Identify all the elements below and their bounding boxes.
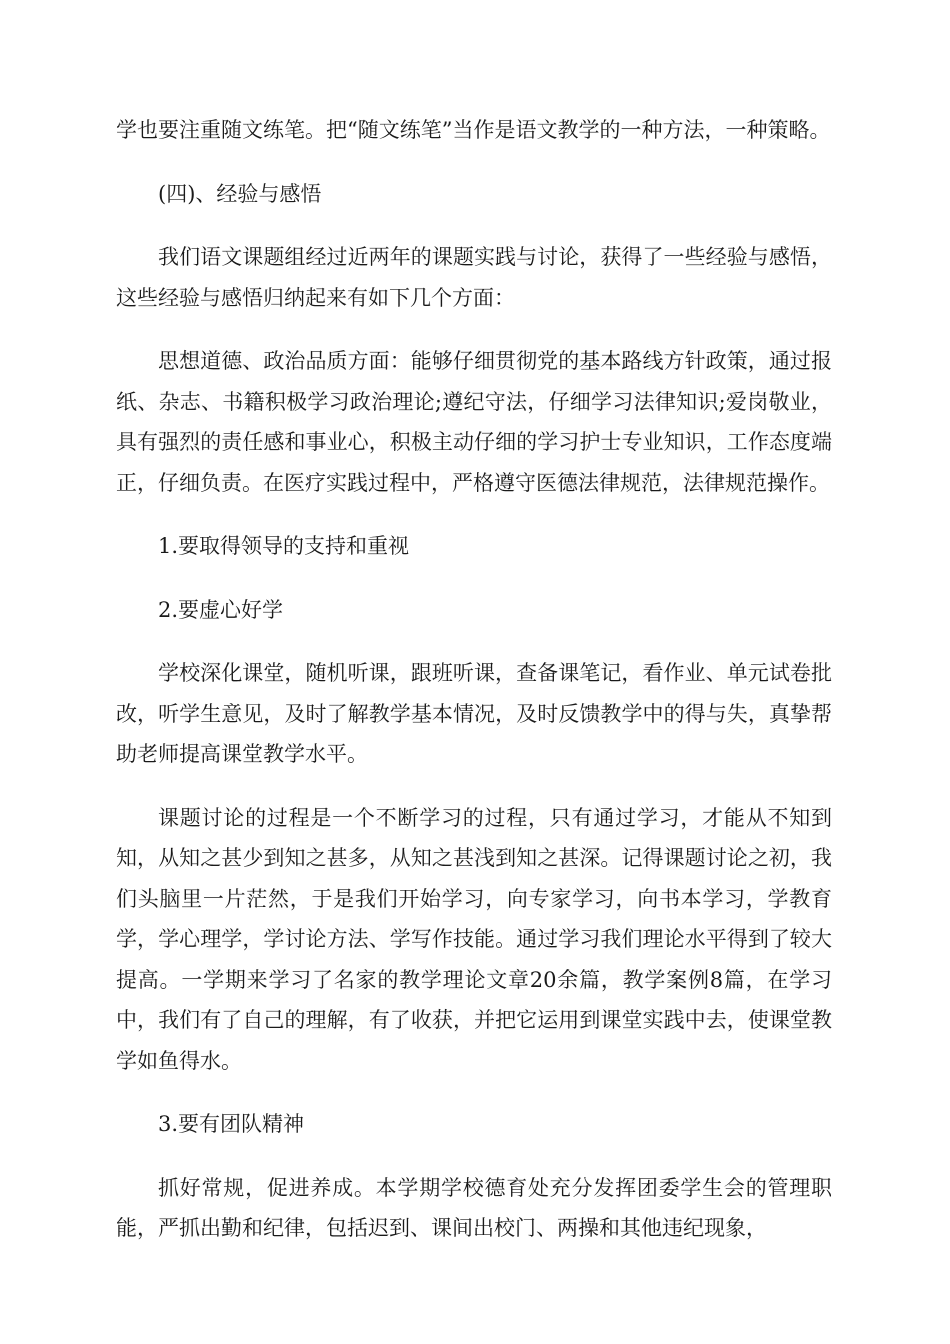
list-item-2: 2.要虚心好学 [158, 597, 284, 622]
paragraph-classroom: 学校深化课堂，随机听课，跟班听课，查备课笔记，看作业、单元试卷批改，听学生意见，及时了解教学基本情况，及时反馈教学中的得与失，真挚帮助老师提高课堂教学水平。 [116, 661, 832, 766]
document-page [116, 110, 832, 1272]
paragraph-moral-quality: 思想道德、政治品质方面：能够仔细贯彻党的基本路线方针政策，通过报纸、杂志、书籍积极学习政治理论;遵纪守法，仔细学习法律知识;爱岗敬业，具有强烈的责任感和事业心，积极主动仔细的学习护士专业知识，工作态度端正，仔细负责。在医疗实践过程中，严格遵守医德法律规范，法律规范操作。 [116, 349, 832, 495]
paragraph-intro: 我们语文课题组经过近两年的课题实践与讨论，获得了一些经验与感悟，这些经验与感悟归纳起来有如下几个方面： [116, 245, 832, 310]
paragraph-routine: 抓好常规，促进养成。本学期学校德育处充分发挥团委学生会的管理职能，严抓出勤和纪律，包括迟到、课间出校门、两操和其他违纪现象， [116, 1175, 832, 1240]
section-heading-experience: (四)、经验与感悟 [158, 181, 322, 206]
paragraph-continuation: 学也要注重随文练笔。把“随文练笔”当作是语文教学的一种方法，一种策略。 [116, 118, 831, 142]
paragraph-learning-process: 课题讨论的过程是一个不断学习的过程，只有通过学习，才能从不知到知，从知之甚少到知之甚多，从知之甚浅到知之甚深。记得课题讨论之初，我们头脑里一片茫然，于是我们开始学习，向专家学习，向书本学习，学教育学，学心理学，学讨论方法、学写作技能。通过学习我们理论水平得到了较大提高。一学期来学习了名家的教学理论文章20余篇，教学案例8篇，在学习中，我们有了自己的理解，有了收获，并把它运用到课堂实践中去，使课堂教学如鱼得水。 [116, 805, 832, 1073]
list-item-1: 1.要取得领导的支持和重视 [158, 534, 410, 558]
list-item-3: 3.要有团队精神 [158, 1112, 305, 1136]
